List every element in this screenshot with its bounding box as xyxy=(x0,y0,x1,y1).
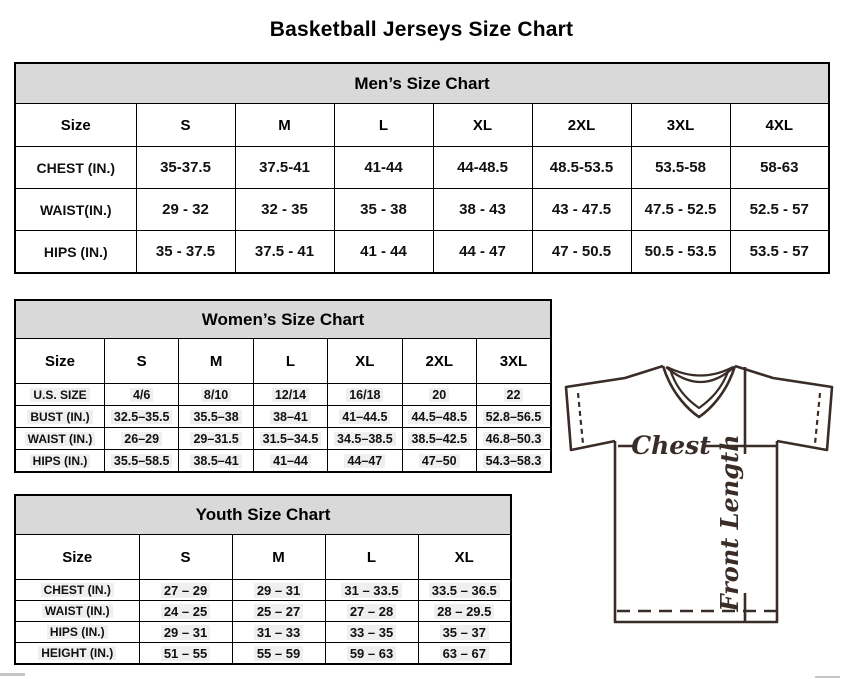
womens-table-cell: 44–47 xyxy=(328,450,402,473)
womens-table-row-label: U.S. SIZE xyxy=(15,384,104,406)
womens-table-cell: 38.5–42.5 xyxy=(402,428,476,450)
youth-table-cell: 63 – 67 xyxy=(418,643,511,665)
youth-table-row-label: HIPS (IN.) xyxy=(15,622,139,643)
youth-table-col-header: S xyxy=(139,535,232,580)
womens-table-row-label: WAIST (IN.) xyxy=(15,428,104,450)
chest-label: Chest xyxy=(631,431,711,460)
womens-table-cell: 41–44 xyxy=(253,450,327,473)
jersey-left-cuff-dash xyxy=(578,393,583,444)
womens-table-cell: 32.5–35.5 xyxy=(104,406,178,428)
youth-table-row xyxy=(15,622,511,643)
womens-table-row-label: HIPS (IN.) xyxy=(15,450,104,473)
youth-table-title: Youth Size Chart xyxy=(15,495,511,535)
youth-table-cell: 33.5 – 36.5 xyxy=(418,580,511,601)
womens-table-cell: 34.5–38.5 xyxy=(328,428,402,450)
womens-size-chart-table xyxy=(14,299,552,473)
mens-table-cell: 41 - 44 xyxy=(334,231,433,274)
youth-table-cell: 24 – 25 xyxy=(139,601,232,622)
womens-table-col-header: XL xyxy=(328,339,402,384)
mens-table-cell: 53.5 - 57 xyxy=(730,231,829,274)
mens-table-col-header: XL xyxy=(433,104,532,147)
mens-table-cell: 37.5-41 xyxy=(235,147,334,189)
jersey-measurement-diagram xyxy=(555,353,843,679)
mens-table-col-header: M xyxy=(235,104,334,147)
youth-table-cell: 33 – 35 xyxy=(325,622,418,643)
scrollbar-fragment-left[interactable] xyxy=(0,673,25,676)
mens-table-cell: 32 - 35 xyxy=(235,189,334,231)
womens-table-col-header: S xyxy=(104,339,178,384)
womens-table-cell: 29–31.5 xyxy=(179,428,253,450)
mens-table-col-header: 3XL xyxy=(631,104,730,147)
womens-table-cell: 16/18 xyxy=(328,384,402,406)
mens-table-cell: 47.5 - 52.5 xyxy=(631,189,730,231)
mens-table-cell: 35-37.5 xyxy=(136,147,235,189)
youth-table-cell: 25 – 27 xyxy=(232,601,325,622)
mens-table-col-header: Size xyxy=(15,104,136,147)
jersey-body-outline xyxy=(615,441,777,622)
womens-table-cell: 52.8–56.5 xyxy=(476,406,551,428)
youth-table-cell: 29 – 31 xyxy=(139,622,232,643)
womens-table-cell: 22 xyxy=(476,384,551,406)
youth-table-row-label: WAIST (IN.) xyxy=(15,601,139,622)
mens-table-cell: 41-44 xyxy=(334,147,433,189)
youth-table-row xyxy=(15,601,511,622)
youth-table-row xyxy=(15,643,511,665)
womens-table-row xyxy=(15,384,551,406)
womens-table-row xyxy=(15,450,551,473)
mens-table-cell: 50.5 - 53.5 xyxy=(631,231,730,274)
mens-table-row xyxy=(15,189,829,231)
youth-table-cell: 59 – 63 xyxy=(325,643,418,665)
youth-table-cell: 31 – 33.5 xyxy=(325,580,418,601)
youth-table-col-header: M xyxy=(232,535,325,580)
womens-table-cell: 47–50 xyxy=(402,450,476,473)
mens-table-cell: 43 - 47.5 xyxy=(532,189,631,231)
youth-table-row xyxy=(15,580,511,601)
womens-table-row xyxy=(15,428,551,450)
mens-table-cell: 53.5-58 xyxy=(631,147,730,189)
womens-table-cell: 4/6 xyxy=(104,384,178,406)
youth-table-col-header: XL xyxy=(418,535,511,580)
youth-table-row-label: HEIGHT (IN.) xyxy=(15,643,139,665)
front-length-label: Front Length xyxy=(715,434,744,612)
womens-table-col-header: L xyxy=(253,339,327,384)
mens-table-cell: 47 - 50.5 xyxy=(532,231,631,274)
mens-table-col-header: S xyxy=(136,104,235,147)
womens-table-cell: 41–44.5 xyxy=(328,406,402,428)
youth-table-cell: 51 – 55 xyxy=(139,643,232,665)
youth-table-cell: 31 – 33 xyxy=(232,622,325,643)
mens-table-cell: 58-63 xyxy=(730,147,829,189)
youth-table-cell: 55 – 59 xyxy=(232,643,325,665)
womens-table-row-label: BUST (IN.) xyxy=(15,406,104,428)
mens-table-cell: 35 - 37.5 xyxy=(136,231,235,274)
youth-size-chart-table xyxy=(14,494,512,665)
mens-size-chart-table xyxy=(14,62,830,274)
youth-table-row-label: CHEST (IN.) xyxy=(15,580,139,601)
mens-table-cell: 52.5 - 57 xyxy=(730,189,829,231)
mens-table-cell: 35 - 38 xyxy=(334,189,433,231)
mens-table-cell: 29 - 32 xyxy=(136,189,235,231)
womens-table-cell: 44.5–48.5 xyxy=(402,406,476,428)
womens-table-cell: 46.8–50.3 xyxy=(476,428,551,450)
womens-table-col-header: 3XL xyxy=(476,339,551,384)
youth-table-col-header: Size xyxy=(15,535,139,580)
jersey-right-sleeve xyxy=(735,366,832,450)
mens-table-row-label: HIPS (IN.) xyxy=(15,231,136,274)
womens-table-cell: 35.5–38 xyxy=(179,406,253,428)
mens-table-cell: 38 - 43 xyxy=(433,189,532,231)
youth-table-col-header: L xyxy=(325,535,418,580)
womens-table-col-header: M xyxy=(179,339,253,384)
page-title: Basketball Jerseys Size Chart xyxy=(269,18,574,42)
mens-table-col-header: L xyxy=(334,104,433,147)
mens-table-row xyxy=(15,231,829,274)
womens-table-cell: 38–41 xyxy=(253,406,327,428)
youth-table-cell: 27 – 28 xyxy=(325,601,418,622)
mens-table-row xyxy=(15,147,829,189)
mens-table-cell: 48.5-53.5 xyxy=(532,147,631,189)
womens-table-title: Women’s Size Chart xyxy=(15,300,551,339)
jersey-right-cuff-dash xyxy=(815,393,820,444)
womens-table-cell: 26–29 xyxy=(104,428,178,450)
youth-table-cell: 29 – 31 xyxy=(232,580,325,601)
youth-table-cell: 35 – 37 xyxy=(418,622,511,643)
scrollbar-fragment-right[interactable] xyxy=(815,676,840,678)
mens-table-col-header: 2XL xyxy=(532,104,631,147)
mens-table-title: Men’s Size Chart xyxy=(15,63,829,104)
mens-table-col-header: 4XL xyxy=(730,104,829,147)
womens-table-row xyxy=(15,406,551,428)
womens-table-cell: 12/14 xyxy=(253,384,327,406)
womens-table-cell: 8/10 xyxy=(179,384,253,406)
womens-table-cell: 54.3–58.3 xyxy=(476,450,551,473)
womens-table-cell: 20 xyxy=(402,384,476,406)
mens-table-cell: 44-48.5 xyxy=(433,147,532,189)
youth-table-cell: 27 – 29 xyxy=(139,580,232,601)
womens-table-cell: 31.5–34.5 xyxy=(253,428,327,450)
womens-table-col-header: Size xyxy=(15,339,104,384)
youth-table-cell: 28 – 29.5 xyxy=(418,601,511,622)
womens-table-cell: 35.5–58.5 xyxy=(104,450,178,473)
mens-table-row-label: CHEST (IN.) xyxy=(15,147,136,189)
mens-table-row-label: WAIST(IN.) xyxy=(15,189,136,231)
womens-table-cell: 38.5–41 xyxy=(179,450,253,473)
mens-table-cell: 37.5 - 41 xyxy=(235,231,334,274)
mens-table-cell: 44 - 47 xyxy=(433,231,532,274)
womens-table-col-header: 2XL xyxy=(402,339,476,384)
